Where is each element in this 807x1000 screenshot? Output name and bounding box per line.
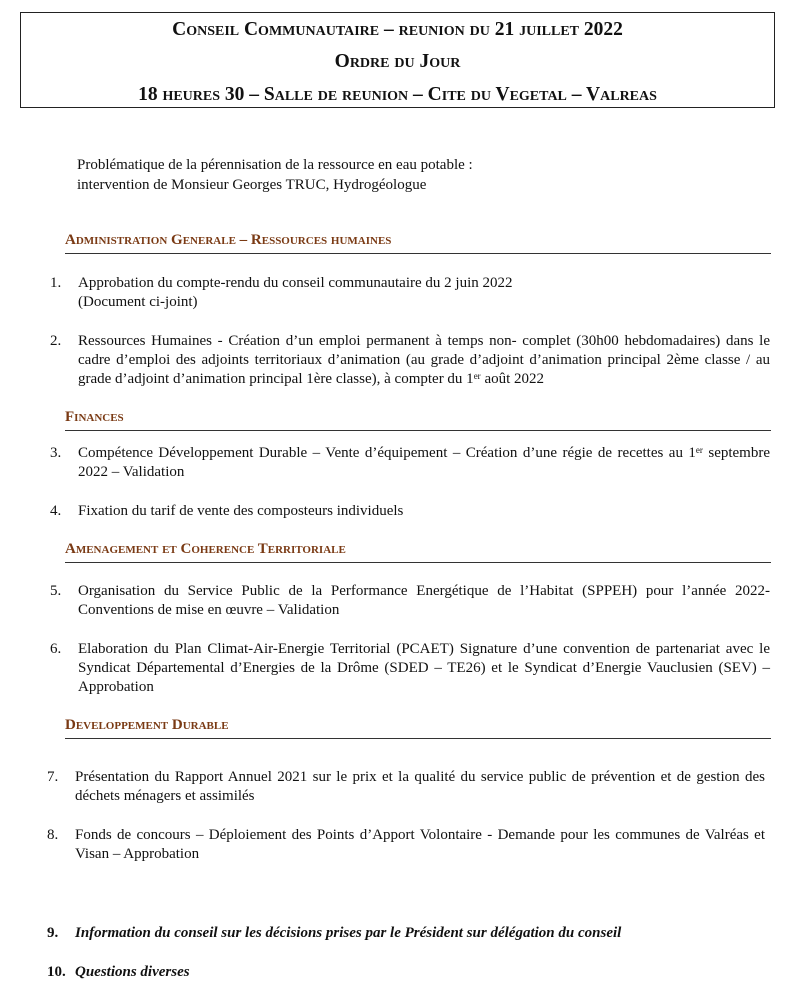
section-finances: Finances bbox=[65, 409, 771, 431]
list-item: Questions diverses bbox=[75, 964, 190, 980]
item-number: 8. bbox=[47, 827, 59, 843]
item-number: 2. bbox=[50, 333, 62, 349]
list-item: Fixation du tarif de vente des composteurs individuels bbox=[78, 503, 404, 519]
item-text-after: septembre 2022 – Validation bbox=[78, 445, 771, 480]
item-superscript: er bbox=[473, 371, 481, 381]
item-text-after: août 2022 bbox=[480, 371, 545, 387]
item-text: Compétence Développement Durable – Vente d’équipement – Création d’une régie de recettes au 1 bbox=[78, 445, 696, 461]
header-title: Conseil Communautaire – reunion du 21 juillet 2022 bbox=[172, 19, 623, 40]
item-number: 7. bbox=[47, 769, 59, 785]
list-item: Information du conseil sur les décisions prises par le Président sur délégation du conseil bbox=[75, 925, 622, 941]
header-subtitle: Ordre du Jour bbox=[334, 51, 461, 72]
item-number: 6. bbox=[50, 641, 62, 657]
intro-line-2: intervention de Monsieur Georges TRUC, Hydrogéologue bbox=[77, 177, 427, 193]
section-administration: Administration Generale – Ressources humaines bbox=[65, 232, 771, 254]
header-box bbox=[20, 12, 775, 108]
item-number: 4. bbox=[50, 503, 62, 519]
list-item: Présentation du Rapport Annuel 2021 sur le prix et la qualité du service public de prévention et de gestion des déchets ménagers et assimilés bbox=[75, 769, 765, 804]
item-number: 1. bbox=[50, 275, 62, 291]
item-number: 3. bbox=[50, 445, 62, 461]
item-text: Approbation du compte-rendu du conseil communautaire du 2 juin 2022 bbox=[78, 275, 513, 291]
list-item bbox=[78, 274, 770, 312]
list-item bbox=[78, 332, 770, 389]
list-item: Elaboration du Plan Climat-Air-Energie Territorial (PCAET) Signature d’une convention de partenariat avec le Syndicat Départemental d’Energies de la Drôme (SDED – TE26) et le Syndicat d’Energie Vauclusien (SEV) – Approbation bbox=[78, 641, 770, 695]
section-developpement: Developpement Durable bbox=[65, 717, 771, 739]
item-number: 10. bbox=[47, 964, 66, 980]
intro-line-1: Problématique de la pérennisation de la ressource en eau potable : bbox=[77, 157, 473, 173]
intro-block bbox=[77, 155, 473, 195]
header-location: 18 heures 30 – Salle de reunion – Cite du Vegetal – Valreas bbox=[138, 84, 657, 105]
list-item: Fonds de concours – Déploiement des Points d’Apport Volontaire - Demande pour les communes de Valréas et Visan – Approbation bbox=[75, 827, 765, 862]
item-number: 5. bbox=[50, 583, 62, 599]
list-item bbox=[78, 444, 770, 482]
section-amenagement: Amenagement et Coherence Territoriale bbox=[65, 541, 771, 563]
item-superscript: er bbox=[695, 445, 703, 455]
item-text-secondary: (Document ci-joint) bbox=[78, 294, 198, 310]
item-number: 9. bbox=[47, 925, 59, 941]
list-item: Organisation du Service Public de la Performance Energétique de l’Habitat (SPPEH) pour l’année 2022- Conventions de mise en œuvre – Validation bbox=[78, 583, 770, 618]
item-text: Ressources Humaines - Création d’un emploi permanent à temps non- complet (30h00 hebdomadaires) dans le cadre d’emploi des adjoints territoriaux d’animation (au grade d’adjoint d’animation principal 2ème classe / au grade d’adjoint d’animation principal 1ère classe), à compter du 1 bbox=[78, 333, 770, 387]
